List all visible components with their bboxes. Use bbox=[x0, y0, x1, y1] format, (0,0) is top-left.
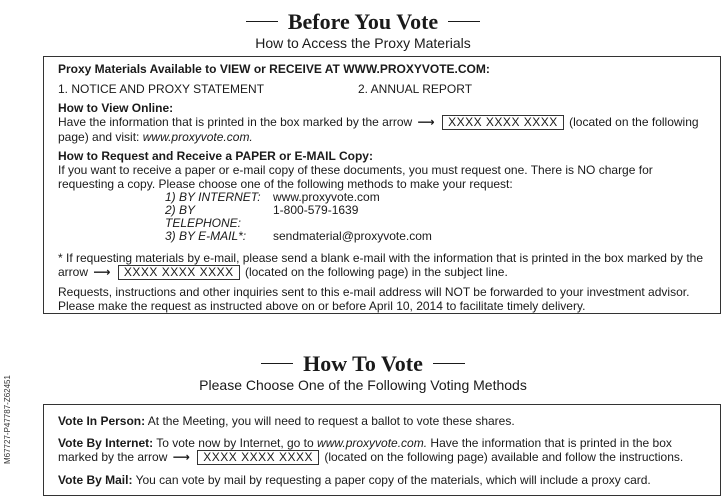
title-rule-left bbox=[261, 363, 293, 364]
before-subtitle: How to Access the Proxy Materials bbox=[255, 34, 471, 51]
control-number-box: XXXX XXXX XXXX bbox=[442, 115, 564, 130]
method-value[interactable]: sendmaterial@proxyvote.com bbox=[273, 229, 432, 243]
document-item: 1. NOTICE AND PROXY STATEMENT bbox=[58, 82, 265, 96]
request-copy-text: If you want to receive a paper or e-mail copy of these documents, you must request one. There is NO charge for requesting a copy. Please choose one of the following methods to make your request: bbox=[58, 163, 653, 191]
document-item: 2. ANNUAL REPORT bbox=[358, 82, 473, 96]
view-online-heading: How to View Online: bbox=[58, 101, 174, 115]
vote-by-mail: Vote By Mail: You can vote by mail by requesting a paper copy of the materials, which will include a proxy card. bbox=[58, 473, 651, 487]
view-online-text: Have the information that is printed in the box marked by the arrow ⟶ XXXX XXXX XXXX (located on the following page) and visit: www.proxyvote.com. bbox=[58, 115, 699, 144]
method-value[interactable]: www.proxyvote.com bbox=[273, 190, 380, 204]
email-note: * If requesting materials by e-mail, please send a blank e-mail with the information that is printed in the box marked by the arrow ⟶ XXXX XXXX XXXX (located on the following page) in the subject line. bbox=[58, 251, 703, 279]
method-label: 1) BY INTERNET: bbox=[165, 190, 261, 204]
method-label: 2) BY TELEPHONE: bbox=[165, 203, 242, 230]
before-you-vote-heading bbox=[0, 9, 726, 51]
materials-header: Proxy Materials Available to VIEW or RECEIVE AT WWW.PROXYVOTE.COM: bbox=[58, 62, 490, 76]
vote-by-internet: Vote By Internet: To vote now by Internet, go to www.proxyvote.com. Have the information that is printed in the box marked by the arrow ⟶ XXXX XXXX XXXX (located on the following page) available and follow the instructions. bbox=[58, 436, 684, 464]
request-methods bbox=[165, 191, 710, 243]
right-arrow-icon: ⟶ bbox=[93, 265, 111, 279]
vote-in-person: Vote In Person: At the Meeting, you will need to request a ballot to vote these shares. bbox=[58, 414, 515, 428]
before-title: Before You Vote bbox=[287, 8, 439, 34]
request-copy-heading: How to Request and Receive a PAPER or E-MAIL Copy: bbox=[58, 149, 373, 163]
proxy-materials-box bbox=[43, 56, 721, 314]
control-number-box: XXXX XXXX XXXX bbox=[197, 450, 319, 465]
proxyvote-link[interactable]: www.proxyvote.com. bbox=[317, 436, 428, 450]
proxyvote-link[interactable]: www.proxyvote.com. bbox=[142, 130, 253, 144]
vote-title: How To Vote bbox=[303, 350, 423, 376]
document-code: M67727-P47787-Z62451 bbox=[3, 375, 12, 464]
forwarding-note: Requests, instructions and other inquiries sent to this e-mail address will NOT be forwarded to your investment advisor. Please make the request as instructed above on or before April 10, 2014 to facilitate timely delivery. bbox=[58, 285, 690, 313]
voting-methods-box bbox=[43, 404, 721, 496]
control-number-box: XXXX XXXX XXXX bbox=[118, 265, 240, 280]
method-value[interactable]: 1-800-579-1639 bbox=[273, 203, 359, 217]
how-to-vote-heading bbox=[0, 351, 726, 393]
title-rule-right bbox=[433, 363, 465, 364]
right-arrow-icon: ⟶ bbox=[172, 450, 190, 464]
title-rule-left bbox=[246, 21, 278, 22]
vote-subtitle: Please Choose One of the Following Voting Methods bbox=[199, 376, 527, 393]
title-rule-right bbox=[448, 21, 480, 22]
method-label: 3) BY E-MAIL*: bbox=[165, 229, 247, 243]
documents-list bbox=[58, 82, 710, 96]
right-arrow-icon: ⟶ bbox=[417, 115, 435, 129]
